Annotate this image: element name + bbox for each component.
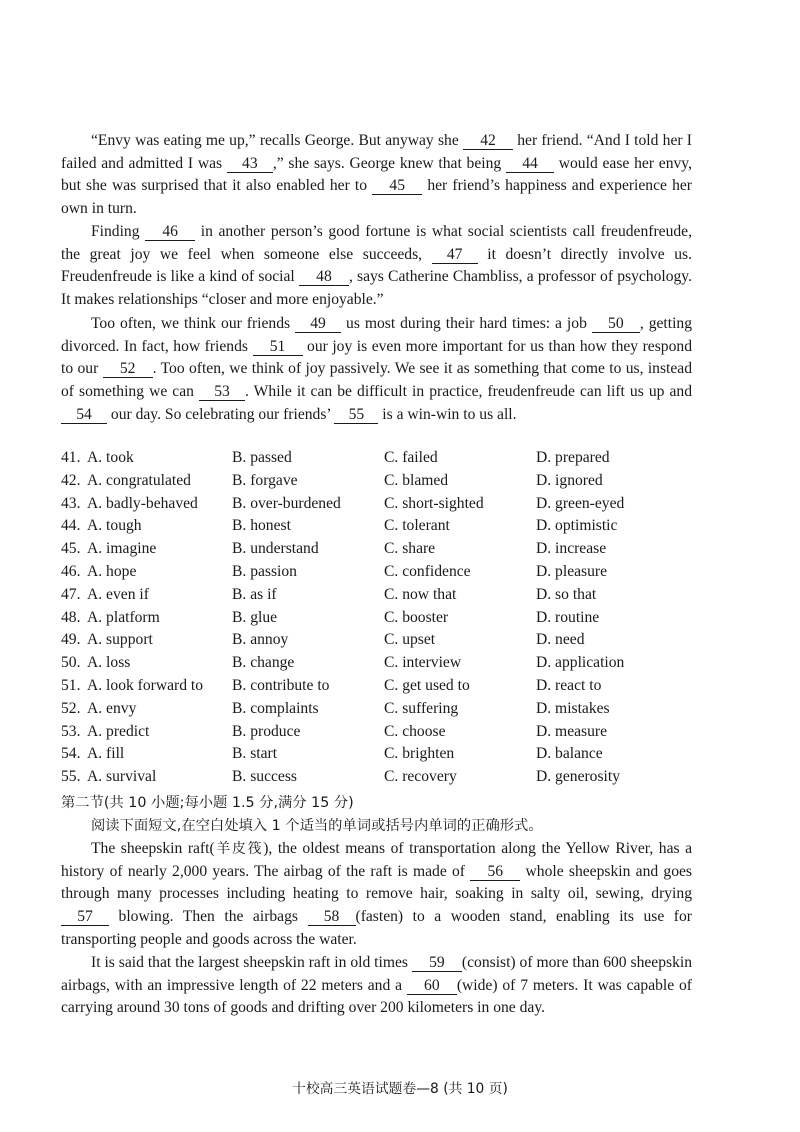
option-c: C. tolerant (384, 517, 450, 535)
option-c: C. suffering (384, 699, 459, 717)
option-c: C. share (384, 540, 436, 558)
option-c: C. get used to (384, 676, 470, 694)
blank-52: 52 (103, 360, 153, 378)
option-row (61, 745, 701, 768)
text: , says Catherine Chambliss, a professor of psychology. It makes relationships “closer and more enjoyable.” (61, 268, 692, 309)
option-b: B. contribute to (232, 676, 330, 694)
blank-43: 43 (227, 155, 273, 173)
question-number: 46. (61, 562, 81, 580)
option-d: D. react to (536, 676, 602, 694)
text: . While it can be difficult in practice, freudenfreude can lift us up and (245, 383, 693, 401)
blank-46: 46 (145, 223, 195, 241)
option-row (61, 563, 701, 586)
option-row (61, 677, 701, 700)
option-b: B. start (232, 745, 278, 763)
option-row (61, 768, 701, 791)
blank-55: 55 (334, 406, 378, 424)
option-d: D. need (536, 631, 585, 649)
option-a: A. look forward to (87, 676, 204, 694)
text: ,” she says. George knew that being (272, 154, 502, 172)
option-c: C. confidence (384, 562, 471, 580)
option-a: A. imagine (87, 540, 157, 558)
chinese-term: 羊皮筏 (214, 841, 264, 857)
option-d: D. balance (536, 745, 603, 763)
option-a: A. badly-behaved (87, 494, 198, 512)
option-row (61, 700, 701, 723)
option-d: D. green-eyed (536, 494, 625, 512)
question-number: 47. (61, 585, 81, 603)
option-a: A. loss (87, 654, 131, 672)
option-row (61, 654, 701, 677)
text: The sheepskin raft( (91, 840, 215, 857)
option-c: C. interview (384, 654, 462, 672)
blank-58: 58 (308, 908, 356, 926)
option-row (61, 517, 701, 540)
blank-60: 60 (407, 977, 457, 995)
text: is a win-win to us all. (382, 405, 517, 423)
question-number: 55. (61, 768, 81, 786)
blank-49: 49 (295, 315, 341, 333)
option-c: C. brighten (384, 745, 455, 763)
option-b: B. passion (232, 562, 297, 580)
option-c: C. short-sighted (384, 494, 484, 512)
text: her friend. “And I told her I failed and admitted I was (61, 132, 693, 172)
text: would ease her envy, but she was surprised that it also enabled her to (61, 154, 692, 195)
question-number: 41. (61, 449, 81, 466)
blank-53: 53 (199, 383, 245, 401)
option-d: D. optimistic (536, 517, 618, 535)
blank-57: 57 (61, 908, 109, 926)
passage2-paragraph1 (61, 838, 692, 952)
option-d: D. so that (536, 585, 597, 603)
option-row (61, 586, 701, 609)
passage1-paragraph1 (61, 130, 692, 221)
option-b: B. glue (232, 608, 278, 626)
text: Too often, we think our friends (91, 315, 291, 332)
blank-59: 59 (412, 954, 462, 972)
options-list (61, 449, 701, 791)
option-d: D. increase (536, 540, 607, 558)
option-row (61, 495, 701, 518)
option-c: C. now that (384, 585, 457, 603)
passage1-paragraph2 (61, 221, 692, 312)
option-b: B. complaints (232, 699, 319, 717)
option-b: B. understand (232, 540, 319, 558)
option-a: A. support (87, 631, 153, 649)
option-a: A. envy (87, 699, 137, 717)
option-a: A. platform (87, 608, 160, 626)
question-number: 43. (61, 494, 81, 512)
text: , getting divorced. In fact, how friends (61, 315, 693, 355)
option-d: D. pleasure (536, 562, 608, 580)
text: us most during their hard times: a job (346, 315, 587, 332)
question-number: 49. (61, 631, 81, 649)
option-b: B. success (232, 768, 297, 786)
option-c: C. failed (384, 449, 438, 466)
option-c: C. blamed (384, 471, 449, 489)
option-a: A. even if (87, 585, 149, 603)
text: (wide) of 7 meters. It was capable of carrying around 30 tons of goods and drifting over 200 kilometers in one day. (61, 976, 693, 1017)
option-row (61, 540, 701, 563)
question-number: 53. (61, 722, 81, 740)
text: our joy is even more important for us than how they respond to our (61, 337, 692, 378)
text: (consist) of more than 600 sheepskin airbags, with an impressive length of 22 meters and a (61, 954, 693, 994)
option-d: D. routine (536, 608, 600, 626)
text: it doesn’t directly involve us. Freudenfreude is like a kind of social (61, 245, 692, 286)
option-a: A. fill (87, 745, 125, 763)
option-b: B. forgave (232, 471, 298, 489)
option-d: D. generosity (536, 768, 621, 786)
text: Finding (91, 223, 140, 240)
blank-45: 45 (372, 177, 422, 195)
option-c: C. booster (384, 608, 449, 626)
text: It is said that the largest sheepskin raft in old times (91, 954, 408, 971)
passage1-paragraph3 (61, 313, 692, 427)
page-footer: 十校高三英语试题卷—8 (共 10 页) (292, 1081, 508, 1097)
section2-heading: 第二节(共 10 小题;每小题 1.5 分,满分 15 分) (61, 795, 354, 811)
option-a: A. tough (87, 517, 142, 535)
option-d: D. prepared (536, 449, 610, 466)
text: blowing. Then the airbags (118, 908, 298, 926)
option-row (61, 631, 701, 654)
blank-47: 47 (432, 246, 478, 264)
option-d: D. ignored (536, 471, 603, 489)
text: her friend’s happiness and experience her own in turn. (61, 177, 692, 218)
question-number: 45. (61, 540, 81, 558)
option-a: A. congratulated (87, 471, 191, 489)
blank-54: 54 (61, 406, 107, 424)
option-row (61, 472, 701, 495)
blank-48: 48 (299, 268, 349, 286)
blank-50: 50 (592, 315, 640, 333)
section2-instruction: 阅读下面短文,在空白处填入 1 个适当的单词或括号内单词的正确形式。 (91, 818, 543, 834)
blank-42: 42 (463, 132, 513, 150)
question-number: 52. (61, 699, 81, 717)
option-d: D. mistakes (536, 699, 610, 717)
option-a: A. survival (87, 768, 157, 786)
option-row (61, 449, 701, 472)
blank-56: 56 (470, 863, 520, 881)
blank-44: 44 (506, 155, 554, 173)
text: our day. So celebrating our friends’ (110, 405, 331, 423)
option-a: A. took (87, 449, 134, 466)
option-b: B. passed (232, 449, 292, 466)
text: (fasten) to a wooden stand, enabling its use for transporting people and goods across the water. (61, 908, 692, 948)
option-b: B. over-burdened (232, 494, 341, 512)
question-number: 44. (61, 517, 81, 535)
passage2-paragraph2 (61, 952, 692, 1020)
text: . Too often, we think of joy passively. We see it as something that come to us, instead of something we can (61, 360, 692, 401)
question-number: 51. (61, 676, 81, 694)
option-a: A. hope (87, 562, 137, 580)
option-row (61, 609, 701, 632)
option-b: B. produce (232, 722, 301, 740)
option-row (61, 723, 701, 746)
text: whole sheepskin and goes through many processes including heating to remove hair, soaking in salty oil, sewing, drying (61, 862, 693, 903)
blank-51: 51 (253, 338, 303, 356)
question-number: 48. (61, 608, 81, 626)
text: ), the oldest means of transportation along the Yellow River, has a history of nearly 2,000 years. The airbag of the raft is made of (61, 840, 693, 880)
text: in another person’s good fortune is what social scientists call freudenfreude, the great joy we feel when someone else succeeds, (61, 223, 692, 263)
option-c: C. choose (384, 722, 446, 740)
option-c: C. upset (384, 631, 436, 649)
question-number: 54. (61, 745, 81, 763)
option-b: B. change (232, 654, 295, 672)
option-a: A. predict (87, 722, 150, 740)
option-b: B. annoy (232, 631, 289, 649)
option-d: D. application (536, 654, 625, 672)
option-c: C. recovery (384, 768, 457, 786)
option-b: B. as if (232, 585, 277, 603)
question-number: 42. (61, 471, 81, 489)
question-number: 50. (61, 654, 81, 672)
option-d: D. measure (536, 722, 608, 740)
option-b: B. honest (232, 517, 291, 535)
text: “Envy was eating me up,” recalls George. But anyway she (91, 132, 459, 149)
